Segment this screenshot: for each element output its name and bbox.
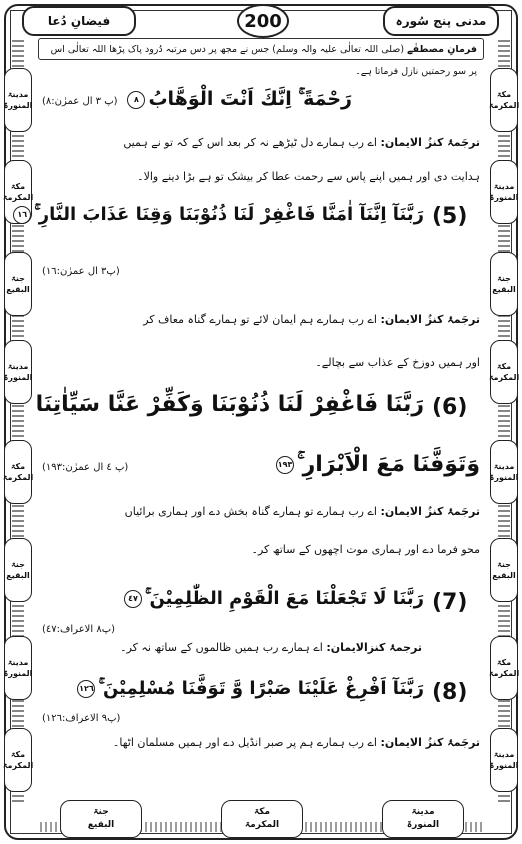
dua-5-translation-1: ترجَمۂ کنزُ الایمان: اے رب ہمارے ہم ایمان لائے تو ہمارے گناہ معاف کر <box>143 313 480 326</box>
dua-5-reference: (پ٣ ال عمرٰن:١٦) <box>42 266 120 277</box>
side-label-baqi-right-2: جنۃ البقیع <box>490 538 518 602</box>
prophet-saying-box <box>38 38 484 77</box>
side-label-makkah-left: مکۃ المکرمۃ <box>4 160 32 224</box>
dua-6-reference: (پ ٤ ال عمرٰن:١٩٣) <box>42 462 129 473</box>
dua-6-arabic-1: رَبَّنَا فَاغْفِرْ لَنَا ذُنُوْبَنَا وَكَفِّرْ عَنَّا سَيِّاٰتِنَا <box>35 392 424 417</box>
ayah-marker: ١٢٦ <box>77 680 95 698</box>
side-label-makkah-right-2: مکۃ المکرمۃ <box>490 340 518 404</box>
side-label-madinah-right-2: مدینۃ المنورۃ <box>490 440 518 504</box>
dua-6-arabic-2: وَتَوَفَّنَا مَعَ الْاَبْرَارِ ۚ١٩٣ <box>277 452 480 477</box>
dua-1-reference: (پ ٣ ال عمرٰن:٨) <box>42 96 118 107</box>
dua-1-translation-1: ترجَمۂ کنزُ الایمان: اے رب ہمارے دل ٹیڑھے نہ کر بعد اس کے کہ تو نے ہمیں <box>123 136 480 149</box>
dua-8-arabic: رَبَّنَآ اَفْرِغْ عَلَيْنَا صَبْرًا وَّ تَوَفَّنَا مُسْلِمِيْنَ ۚ١٢٦ <box>79 678 424 699</box>
dua-7-reference: (پ٨ الاعراف:٤٧) <box>42 624 116 635</box>
side-label-makkah-left-3: مکۃ المکرمۃ <box>4 728 32 792</box>
saying-text: (صلی اللہ تعالٰی علیہ والہ وسلم) جس نے مجھ پر دس مرتبہ دُرود پاک پڑھا اللہ تعالٰی اس پر سو رحمتیں نازل فرماتا ہے۔ <box>50 44 477 77</box>
footer-label-makkah: مکۃ المکرمۃ <box>221 800 303 838</box>
side-label-baqi-left: جنۃ البقیع <box>4 252 32 316</box>
footer-label-baqi: جنۃ البقیع <box>60 800 142 838</box>
dua-7-arabic: رَبَّنَا لَا تَجْعَلْنَا مَعَ الْقَوْمِ الظّٰلِمِيْنَ ۚ٤٧ <box>121 588 424 609</box>
side-label-madinah-left-3: مدینۃ المنورۃ <box>4 636 32 700</box>
saying-label: فرمانِ مصطفٰے <box>407 44 477 55</box>
page-number: 200 <box>237 4 289 38</box>
dua-1-arabic: رَحْمَةً ۚ اِنَّكَ اَنْتَ الْوَهَّابُ٨ <box>124 88 352 110</box>
side-label-madinah-right: مدینۃ المنورۃ <box>490 160 518 224</box>
ayah-marker: ١٦ <box>13 206 31 224</box>
side-label-makkah-right-3: مکۃ المکرمۃ <box>490 636 518 700</box>
header-right-title: مدنی پنج سُورہ <box>383 6 499 36</box>
dua-7-translation: ترجمۂ کنزالایمان: اے ہمارے رب ہمیں ظالموں کے ساتھ نہ کر۔ <box>120 641 422 654</box>
dua-8-translation: ترجَمۂ کنزُ الایمان: اے رب ہمارے ہم پر صبر انڈیل دے اور ہمیں مسلمان اٹھا۔ <box>112 736 480 749</box>
ayah-marker: ١٩٣ <box>276 456 294 474</box>
ayah-marker: ٨ <box>127 91 145 109</box>
ayah-marker: ٤٧ <box>124 590 142 608</box>
side-label-makkah-right: مکۃ المکرمۃ <box>490 68 518 132</box>
dua-5-translation-2: اور ہمیں دوزخ کے عذاب سے بچالے۔ <box>315 356 480 369</box>
side-label-madinah-left: مدینۃ المنورۃ <box>4 68 32 132</box>
side-label-madinah-right-3: مدینۃ المنورۃ <box>490 728 518 792</box>
dua-6-translation-2: محو فرما دے اور ہماری موت اچھوں کے ساتھ کر۔ <box>251 543 480 556</box>
side-label-baqi-left-2: جنۃ البقیع <box>4 538 32 602</box>
side-label-baqi-right: جنۃ البقیع <box>490 252 518 316</box>
dua-1-translation-2: ہدایت دی اور ہمیں اپنے پاس سے رحمت عطا کر بیشک تو ہے بڑا دینے والا۔ <box>137 170 480 183</box>
footer-label-madinah: مدینۃ المنورۃ <box>382 800 464 838</box>
page-inner-border <box>10 10 512 834</box>
dua-5-arabic: رَبَّنَآ اِنَّنَآ اٰمَنَّا فَاغْفِرْ لَنَا ذُنُوْبَنَا وَقِنَا عَذَابَ النَّارِ ۚ١٦ <box>10 204 424 225</box>
dua-6-translation-1: ترجَمۂ کنزُ الایمان: اے رب ہمارے تو ہمارے گناہ بخش دے اور ہماری برائیاں <box>124 505 480 518</box>
side-label-makkah-left-2: مکۃ المکرمۃ <box>4 440 32 504</box>
dua-5-number: (5) <box>432 204 468 229</box>
dua-8-number: (8) <box>432 680 468 705</box>
dua-8-reference: (پ٩ الاعراف:١٢٦) <box>42 713 121 724</box>
side-label-madinah-left-2: مدینۃ المنورۃ <box>4 340 32 404</box>
dua-7-number: (7) <box>432 590 468 615</box>
header-left-title: فیضانِ دُعا <box>22 6 136 36</box>
dua-6-number: (6) <box>432 395 468 420</box>
